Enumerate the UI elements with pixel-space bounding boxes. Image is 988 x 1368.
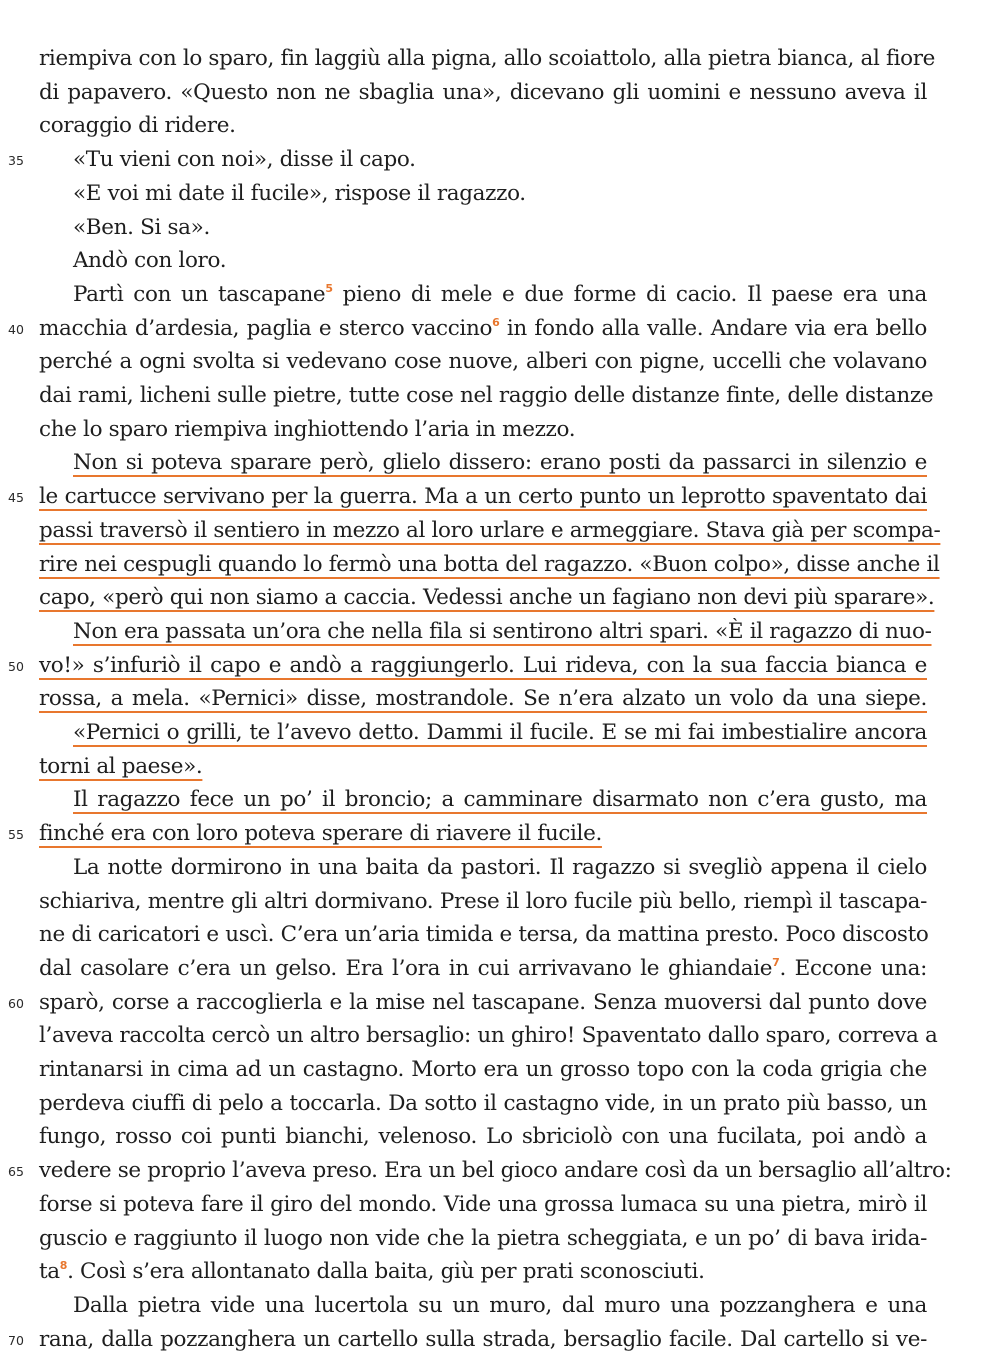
line-number: 40 (8, 321, 24, 337)
text-line: perdeva ciuffi di pelo a toccarla. Da sotto il castagno vide, in un prato più basso, un (39, 1090, 927, 1116)
line-number: 60 (8, 995, 24, 1011)
text-line: Dalla pietra vide una lucertola su un muro, dal muro una pozzanghera e una (73, 1292, 927, 1318)
line-number: 55 (8, 827, 24, 843)
text-line: vedere se proprio l’aveva preso. Era un bel gioco andare così da un bersaglio all’altro: (39, 1158, 952, 1184)
text-line: fungo, rosso coi punti bianchi, velenoso. Lo sbriciolò con una fucilata, poi andò a (39, 1124, 927, 1150)
underlined-text-line: capo, «però qui non siamo a caccia. Vedessi anche un fagiano non devi più sparare». (39, 585, 935, 611)
text-line: macchia d’ardesia, paglia e sterco vaccino$^6$ in fondo alla valle. Andare via era bello (39, 315, 927, 341)
text-line: l’aveva raccolta cercò un altro bersaglio: un ghiro! Spaventato dallo sparo, correva a (39, 1023, 938, 1049)
line-number: 35 (8, 153, 24, 169)
line-number: 70 (8, 1332, 24, 1348)
text-line: ta$^8$. Così s’era allontanato dalla baita, giù per prati sconosciuti. (39, 1259, 705, 1285)
text-line: rana, dalla pozzanghera un cartello sulla strada, bersaglio facile. Dal cartello si ve- (39, 1326, 927, 1352)
text-line: coraggio di ridere. (39, 113, 236, 139)
underlined-text-line: torni al paese». (39, 753, 203, 779)
underlined-text-line: rossa, a mela. «Pernici» disse, mostrandole. Se n’era alzato un volo da una siepe. (39, 686, 927, 712)
text-line: Partì con un tascapane$^5$ pieno di mele e due forme di cacio. Il paese era una (73, 281, 927, 307)
text-line: guscio e raggiunto il luogo non vide che la pietra scheggiata, e un po’ di bava irida- (39, 1225, 927, 1251)
underlined-text-line: le cartucce servivano per la guerra. Ma a un certo punto un leprotto spaventato dai (39, 484, 927, 510)
text-line: sparò, corse a raccoglierla e la mise nel tascapane. Senza muoversi dal punto dove (39, 989, 927, 1015)
footnote-marker: 6 (492, 315, 500, 329)
underlined-text-line: Il ragazzo fece un po’ il broncio; a camminare disarmato non c’era gusto, ma (73, 787, 927, 813)
text-line: che lo sparo riempiva inghiottendo l’aria in mezzo. (39, 416, 576, 442)
footnote-marker: 8 (59, 1259, 68, 1273)
text-line: «Tu vieni con noi», disse il capo. (73, 147, 416, 173)
text-line: dai rami, licheni sulle pietre, tutte cose nel raggio delle distanze finte, delle distanze (39, 383, 934, 408)
text-line: riempiva con lo sparo, fin laggiù alla pigna, allo scoiattolo, alla pietra bianca, al fiore (39, 46, 935, 71)
underlined-text-line: passi traversò il sentiero in mezzo al loro urlare e armeggiare. Stava già per scompa- (39, 517, 941, 543)
underlined-text-line: vo!» s’infuriò il capo e andò a raggiungerlo. Lui rideva, con la sua faccia bianca e (39, 652, 927, 678)
line-number: 50 (8, 658, 24, 674)
text-line: Andò con loro. (73, 248, 227, 274)
text-line: perché a ogni svolta si vedevano cose nuove, alberi con pigne, uccelli che volavano (39, 349, 927, 375)
text-line: ne di caricatori e uscì. C’era un’aria timida e tersa, da mattina presto. Poco discosto (39, 922, 929, 948)
underlined-text-line: finché era con loro poteva sperare di riavere il fucile. (39, 821, 602, 847)
text-line: «E voi mi date il fucile», rispose il ragazzo. (73, 180, 526, 206)
text-line: forse si poteva fare il giro del mondo. Vide una grossa lumaca su una pietra, mirò il (39, 1191, 927, 1217)
underlined-text-line: Non era passata un’ora che nella fila si sentirono altri spari. «È il ragazzo di nuo- (73, 618, 932, 644)
text-line: rintanarsi in cima ad un castagno. Morto era un grosso topo con la coda grigia che (39, 1057, 927, 1082)
line-number: 45 (8, 490, 24, 506)
line-number: 65 (8, 1164, 24, 1180)
text-line: dal casolare c’era un gelso. Era l’ora in cui arrivavano le ghiandaie$^7$. Eccone una: (39, 955, 927, 981)
underlined-text-line: Non si poteva sparare però, glielo dissero: erano posti da passarci in silenzio e (73, 450, 927, 476)
text-line: La notte dormirono in una baita da pastori. Il ragazzo si svegliò appena il cielo (73, 854, 927, 880)
text-line: di papavero. «Questo non ne sbaglia una», dicevano gli uomini e nessuno aveva il (39, 79, 927, 105)
text-line: schiariva, mentre gli altri dormivano. Prese il loro fucile più bello, riempì il tascapa- (39, 888, 927, 914)
text-line: «Ben. Si sa». (73, 214, 210, 240)
underlined-text-line: rire nei cespugli quando lo fermò una botta del ragazzo. «Buon colpo», disse anche il (39, 551, 940, 577)
footnote-marker: 5 (325, 281, 333, 295)
underlined-text-line: «Pernici o grilli, te l’avevo detto. Dammi il fucile. E se mi fai imbestialire ancora (73, 720, 927, 745)
footnote-marker: 7 (772, 955, 780, 969)
